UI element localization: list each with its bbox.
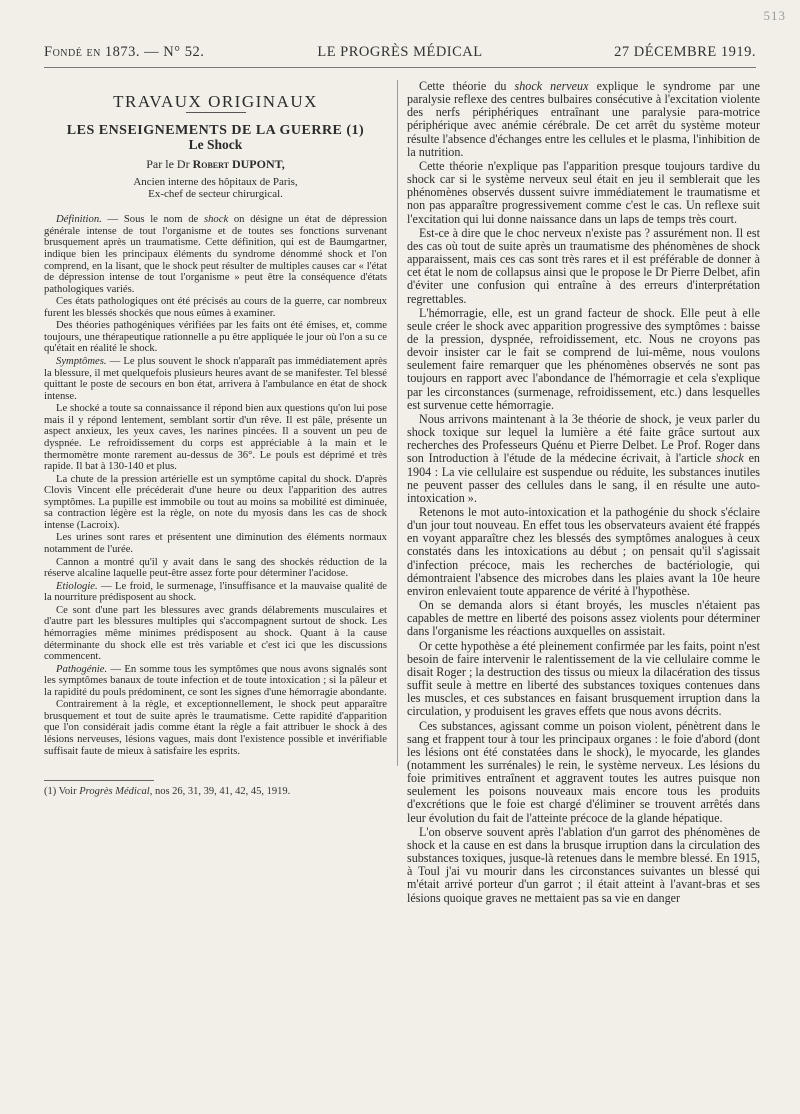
right-column — [407, 80, 760, 906]
article-title: LES ENSEIGNEMENTS DE LA GUERRE (1) — [66, 122, 365, 138]
author-affiliation — [44, 176, 387, 200]
paragraph: Cette théorie du shock nerveux explique le syndrome par une paralysie reflexe des centres bulbaires consécutive à l'excitation violente des nerfs périphériques entraînant une paralysie para-motrice périphérique avec anémie cérébrale. De cet arrêt du système moteur résulte l'absence d'échanges entre les cellules et le plasma, l'inhibition de la nutrition. — [407, 79, 760, 159]
paragraph: Contrairement à la règle, et exceptionnellement, le shock peut apparaître brusquement et tout de suite après le traumatisme. Cette rapidité d'apparition que l'on considérait jadis comme étant la règle a fait attribuer le shock à des lésions nerveuses, lésions vagues, mais dont l'existence possible et invérifiable suffisait faute de mieux à satisfaire les esprits. — [44, 699, 387, 757]
paragraph: La chute de la pression artérielle est un symptôme capital du shock. D'après Clovis Vincent elle précéderait d'une heure ou deux l'apparition des autres symptômes. La pupille est immobile ou tout au moins sa mobilité est diminuée, sa contraction légère est la règle, on note du myosis dans les cas de shock intense (Lacroix). — [44, 473, 387, 531]
label-definition: Définition. — [56, 214, 102, 226]
running-header — [44, 44, 756, 66]
paragraph-symptoms: Symptômes. — Le plus souvent le shock n'apparaît pas immédiatement après la blessure, il met quelquefois plusieurs heures avant de se manifester. Tel blessé quittant le poste de secours en bon état, arrivera à l'ambulance en état de shock intense. — [44, 356, 388, 402]
label-etiology: Etiologie. — [56, 580, 98, 592]
paragraph: On se demanda alors si étant broyés, les muscles n'étaient pas capables de mettre en liberté des poisons assez violents pour déterminer dans l'organisme les réactions auxquelles on assistait. — [407, 598, 760, 639]
paragraph: Ce sont d'une part les blessures avec grands délabrements musculaires et d'autre part les blessures multiples qui s'accompagnent surtout de shock. Les hémorragies même minimes prédisposent au shock. Quant à la cause déterminante du shock elle est très variable et c'est ici que les discussions commencent. — [44, 604, 387, 663]
left-column — [44, 80, 387, 758]
header-founded: Fondé en 1873. — N° 52. — [44, 44, 205, 60]
paragraph-etiology: Etiologie. — Le froid, le surmenage, l'insuffisance et la mauvaise qualité de la nourriture prédisposent au shock. — [44, 580, 387, 604]
column-divider — [397, 80, 398, 766]
byline-prefix: Par le Dr — [146, 156, 190, 171]
footnote: (1) Voir Progrès Médical, nos 26, 31, 39, 41, 42, 45, 1919. — [44, 786, 291, 797]
affiliation-line-1: Ancien interne des hôpitaux de Paris, — [133, 176, 298, 189]
paragraph: Nous arrivons maintenant à la 3e théorie de shock, je veux parler du shock toxique sur lequel la lumière a été faite grâce surtout aux recherches des Professeurs Quénu et Pierre Delbet. Le Prof. Roger dans son Introduction à l'étude de la médecine écrivait, à l'article shock en 1904 : La vie cellulaire est suspendue ou réduite, les substances inutiles ne peuvent passer des cellules dans le sang, il en résulte une auto-intoxication ». — [407, 411, 760, 505]
header-rule — [44, 67, 756, 68]
paragraph: Or cette hypothèse a été pleinement confirmée par les faits, point n'est besoin de faire intervenir le ralentissement de la vie cellulaire comme le disait Roger ; la destruction des tissus ou mieux la dilacération des tissus suffit seule à mettre en liberté des substances toxiques contenues dans les muscles, et ces substances en faisant brusquement irruption dans la circulation, y produisent les graves effets que nous avons décrits. — [407, 638, 760, 719]
paragraph-definition: Définition. — Sous le nom de shock on désigne un état de dépression générale intense de tout l'organisme et de toutes ses fonctions survenant brusquement après un traumatisme. Cette définition, qui est de Baumgartner, indique bien les principaux éléments du syndrome dénommé shock et l'on comprend, en la lisant, que le shock peut résulter de multiples causes car « l'état de dépression intense de tout l'organisme » peut être la conséquence d'états pathologiques variés. — [44, 214, 387, 295]
paragraph: Des théories pathogéniques vérifiées par les faits ont été émises, et, comme toujours, une thérapeutique rationnelle a pu être appliquée le jour où l'on a su ce qu'était en réalité le shock. — [44, 320, 387, 355]
paragraph: Le shocké a toute sa connaissance il répond bien aux questions qu'on lui pose mais il y répond lentement, semblant sortir d'un rêve. Il est pâle, présente un aspect anxieux, les yeux caves, les narines pincées. Il a souvent un peu de dyspnée. Le refroidissement du corps est appréciable à la main et le thermomètre monte rarement au-dessus de 36°. Le pouls est déprimé et très rapide. Il bat à 130-140 et plus. — [44, 403, 387, 473]
affiliation-line-2: Ex-chef de secteur chirurgical. — [148, 188, 283, 201]
paragraph: Cannon a montré qu'il y avait dans le sang des shockés réduction de la réserve alcaline laquelle peut-être assez forte pour déterminer l'acidose. — [44, 556, 387, 580]
paragraph: Ces substances, agissant comme un poison violent, pénètrent dans le sang et frappent tour à tour les principaux organes : le foie d'abord (dont les lésions ont été constatées dans le shock), le myocarde, les glandes (notamment les surrénales) le rein, le système nerveux. Les lésions du foie primitives entraînent et aggravent toutes les autres puisque non seulement les poisons nouveaux mais encore tous les produits d'excrétions que le foie est chargé d'éliminer se trouvent arrêtés dans leur évolution du fait de l'atteinte précoce de la glande hépatique. — [407, 718, 760, 825]
author-name: Robert DUPONT, — [192, 156, 285, 171]
section-title: TRAVAUX ORIGINAUX — [113, 92, 318, 111]
paragraph: Est-ce à dire que le choc nerveux n'existe pas ? assurément non. Il est des cas où tout de suite après un traumatisme des phénomènes de shock apparaissent, mais ces cas sont très rares et il est préférable de donner à cet état le nom de collapsus ainsi que le propose le Dr Pierre Delbet, afin d'éviter une confusion qui entraîne à des erreurs d'interprétation regrettables. — [407, 225, 760, 306]
footnote-rule — [44, 780, 154, 781]
paragraph: Cette théorie n'explique pas l'apparition presque toujours tardive du shock car si le système nerveux seul était en jeu il semblerait que les phénomènes observés dussent suivre immédiatement le traumatisme et non pas apparaître progressivement comme c'est le cas. Un reflexe suit l'excitation qui lui donne naissance dans un laps de temps très court. — [407, 158, 760, 226]
header-journal-title: LE PROGRÈS MÉDICAL — [317, 44, 483, 60]
paragraph: Ces états pathologiques ont été précisés au cours de la guerre, car nombreux furent les blessés shockés que nous eûmes à examiner. — [44, 296, 387, 319]
paragraph: Retenons le mot auto-intoxication et la pathogénie du shock s'éclaire d'un jour tout nouveau. En effet tous les observateurs avaient été frappés en voyant apparaître chez les blessés des symptômes analogues à ceux constatés dans les intoxications au début ; on pensait qu'il s'agissait d'infection précoce, mais les recherches de bactériologie, qui démontraient l'absence des microbes dans les plaies avant la 10e heure environ enlevaient toute apparence de vérité à l'hypothèse. — [407, 505, 760, 598]
paragraph: Les urines sont rares et présentent une diminution des éléments normaux notamment de l'urée. — [44, 532, 387, 555]
byline — [44, 156, 387, 171]
paragraph-pathogeny: Pathogénie. — En somme tous les symptômes que nous avons signalés sont les symptômes banaux de toute infection et de toute intoxication ; si la pâleur et la rapidité du pouls prédominent, ce sont les signes d'une hémorragie abondante. — [44, 663, 387, 698]
article-subtitle: Le Shock — [188, 137, 243, 153]
title-rule — [186, 112, 246, 113]
paragraph: L'on observe souvent après l'ablation d'un garrot des phénomènes de shock et la cause en est dans la brusque irruption dans la circulation des substances toxiques, jusque-là retenues dans le membre blessé. En 1915, à Toul j'ai vu mourir dans les circonstances suivantes un blessé qui m'était arrivé porteur d'un garrot ; il était atteint à l'avant-bras et ses lésions quoique graves ne mettaient pas sa vie en danger — [407, 824, 760, 905]
header-date: 27 DÉCEMBRE 1919. — [614, 44, 756, 60]
paragraph: L'hémorragie, elle, est un grand facteur de shock. Elle peut à elle seule créer le shock avec apparition progressive des symptômes : baisse de la pression, dyspnée, refroidissement, etc. Nous ne croyons pas devoir insister car le fait se comprend de lui-même, nous voulons seulement faire remarquer que les phénomènes observés ne sont pas toujours en rapport avec l'abondance de l'hémorragie et cela s'explique par les circonstances (surmenage, refroidissement, etc.) dans lesquelles est survenue cette hémorragie. — [407, 305, 760, 412]
page-number-stamp: 513 — [763, 8, 786, 23]
label-pathogeny: Pathogénie. — [56, 663, 108, 675]
label-symptoms: Symptômes. — [56, 356, 107, 367]
